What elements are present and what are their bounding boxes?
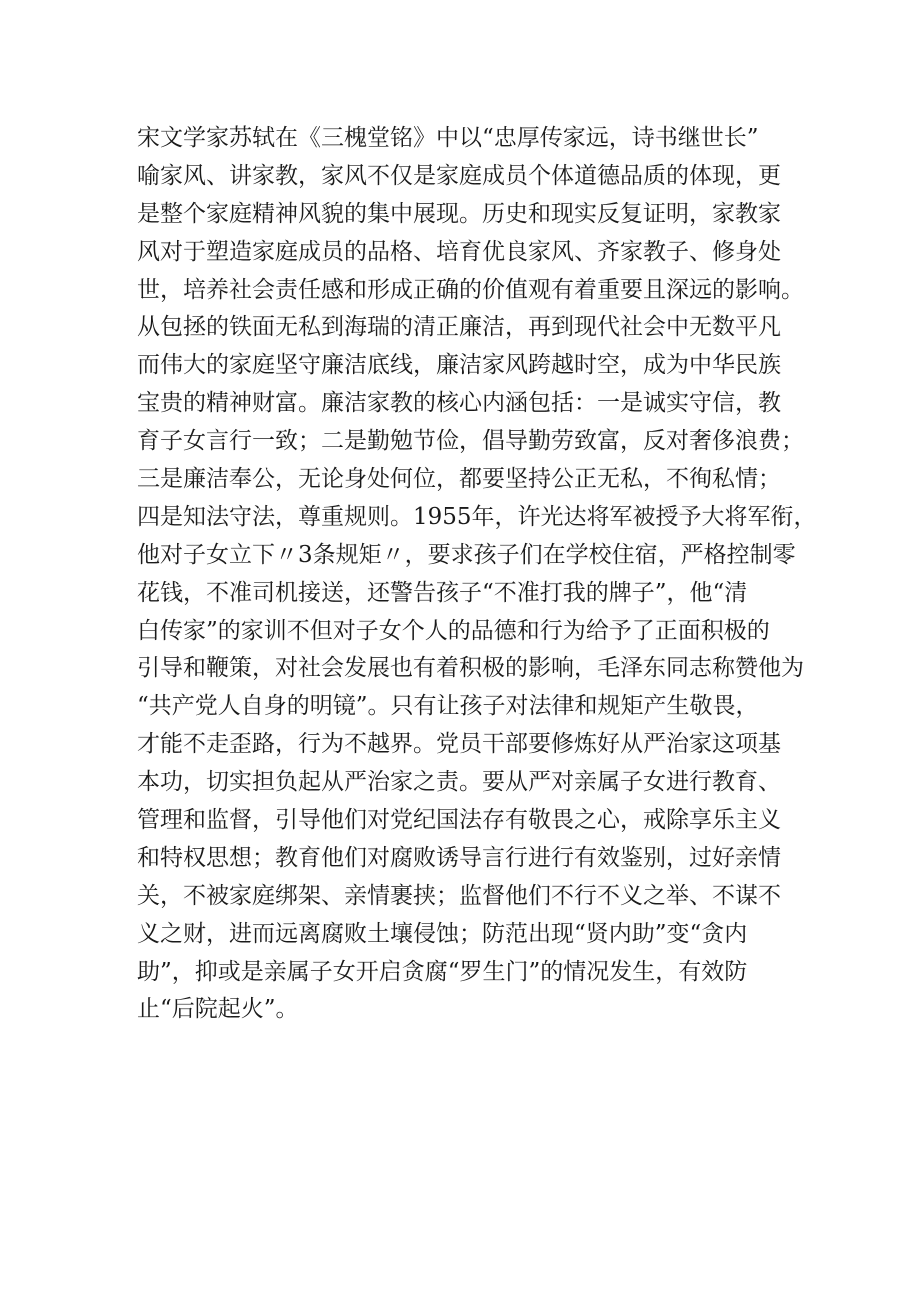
text-line-19: 管理和监督，引导他们对党纪国法存有敬畏之心，戒除享乐主义 [137, 807, 781, 834]
text-line-7: 而伟大的家庭坚守廉洁底线，廉洁家风跨越时空，成为中华民族 [137, 352, 781, 379]
text-line-2: 喻家风、讲家教，家风不仅是家庭成员个体道德品质的体现，更 [137, 162, 781, 189]
text-line-1: 宋文学家苏轼在《三槐堂铭》中以“忠厚传家远，诗书继世长” [137, 125, 759, 151]
text-line-6: 从包拯的铁面无私到海瑞的清正廉洁，再到现代社会中无数平凡 [137, 314, 781, 341]
text-line-5: 世，培养社会责任感和形成正确的价值观有着重要且深远的影响。 [137, 276, 804, 303]
text-line-9: 育子女言行一致；二是勤勉节俭，倡导勤劳致富，反对奢侈浪费； [137, 428, 804, 455]
text-line-14: 白传家”的家训不但对子女个人的品德和行为给予了正面积极的 [137, 617, 770, 644]
text-line-21: 关，不被家庭绑架、亲情裹挟；监督他们不行不义之举、不谋不 [137, 882, 781, 909]
text-line-22: 义之财，进而远离腐败土壤侵蚀；防范出现“贤内助”变“贪内 [137, 920, 748, 947]
text-line-12: 他对子女立下〃3条规矩〃，要求孩子们在学校住宿，严格控制零 [137, 541, 796, 568]
text-line-24: 止“后院起火”。 [137, 996, 299, 1023]
body-paragraph [137, 120, 827, 1029]
text-line-3: 是整个家庭精神风貌的集中展现。历史和现实反复证明，家教家 [137, 200, 781, 227]
text-line-20: 和特权思想；教育他们对腐败诱导言行进行有效鉴别，过好亲情 [137, 844, 781, 871]
text-line-18: 本功，切实担负起从严治家之责。要从严对亲属子女进行教育、 [137, 769, 781, 796]
text-line-23: 助”，抑或是亲属子女开启贪腐“罗生门”的情况发生，有效防 [137, 958, 748, 985]
text-line-13: 花钱，不准司机接送，还警告孩子“不准打我的牌子”，他“清 [137, 579, 748, 606]
text-line-4: 风对于塑造家庭成员的品格、培育优良家风、齐家教子、修身处 [137, 238, 781, 265]
text-line-15: 引导和鞭策，对社会发展也有着积极的影响，毛泽东同志称赞他为 [137, 655, 804, 682]
text-line-11: 四是知法守法，尊重规则。1955年，许光达将军被授予大将军衔， [137, 503, 817, 530]
text-line-17: 才能不走歪路，行为不越界。党员干部要修炼好从严治家这项基 [137, 731, 781, 758]
text-line-8: 宝贵的精神财富。廉洁家教的核心内涵包括：一是诚实守信，教 [137, 390, 781, 417]
text-line-16: “共产党人自身的明镜”。只有让孩子对法律和规矩产生敬畏， [137, 693, 759, 720]
text-line-10: 三是廉洁奉公，无论身处何位，都要坚持公正无私，不徇私情； [137, 466, 781, 493]
